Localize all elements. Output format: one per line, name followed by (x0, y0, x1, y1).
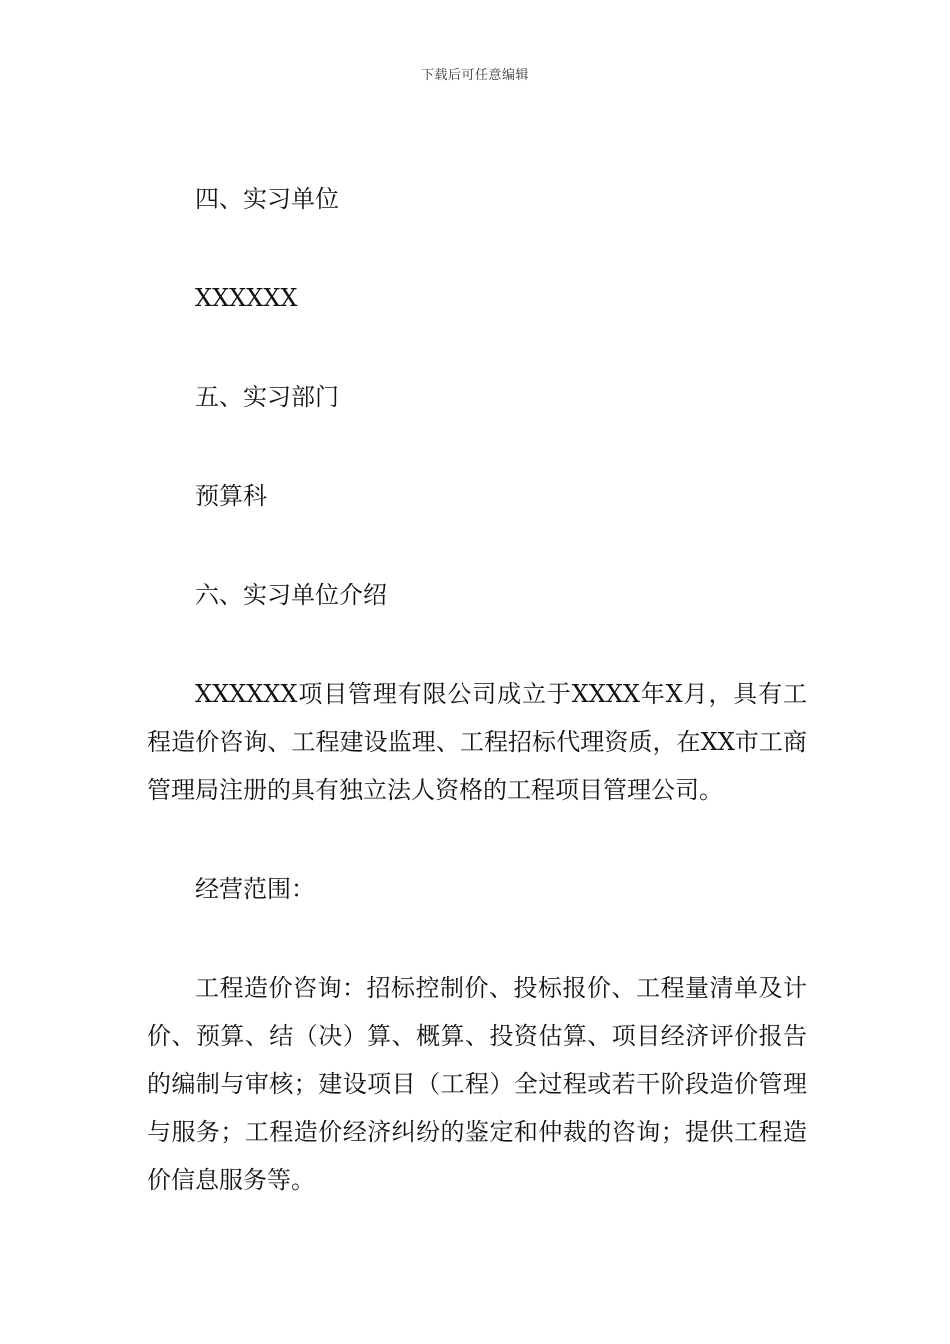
business-scope-paragraph: 工程造价咨询：招标控制价、投标报价、工程量清单及计价、预算、结（决）算、概算、投资估算、项目经济评价报告的编制与审核；建设项目（工程）全过程或若干阶段造价管理与服务；工程造价经济纠纷的鉴定和仲裁的咨询；提供工程造价信息服务等。 (147, 974, 807, 1194)
section-heading-internship-department: 五、实习部门 (195, 383, 339, 411)
unit-introduction-paragraph: XXXXXX项目管理有限公司成立于XXXX年X月，具有工程造价咨询、工程建设监理、工程招标代理资质，在XX市工商管理局注册的具有独立法人资格的工程项目管理公司。 (147, 680, 807, 804)
document-body (147, 175, 807, 1204)
section-heading-unit-introduction: 六、实习单位介绍 (195, 581, 387, 609)
business-scope-heading: 经营范围： (195, 875, 315, 903)
internship-unit-name: XXXXXX (195, 284, 298, 312)
page-header: 下载后可任意编辑 (420, 68, 529, 83)
section-heading-internship-unit: 四、实习单位 (195, 185, 339, 213)
internship-department-name: 预算科 (195, 482, 267, 510)
